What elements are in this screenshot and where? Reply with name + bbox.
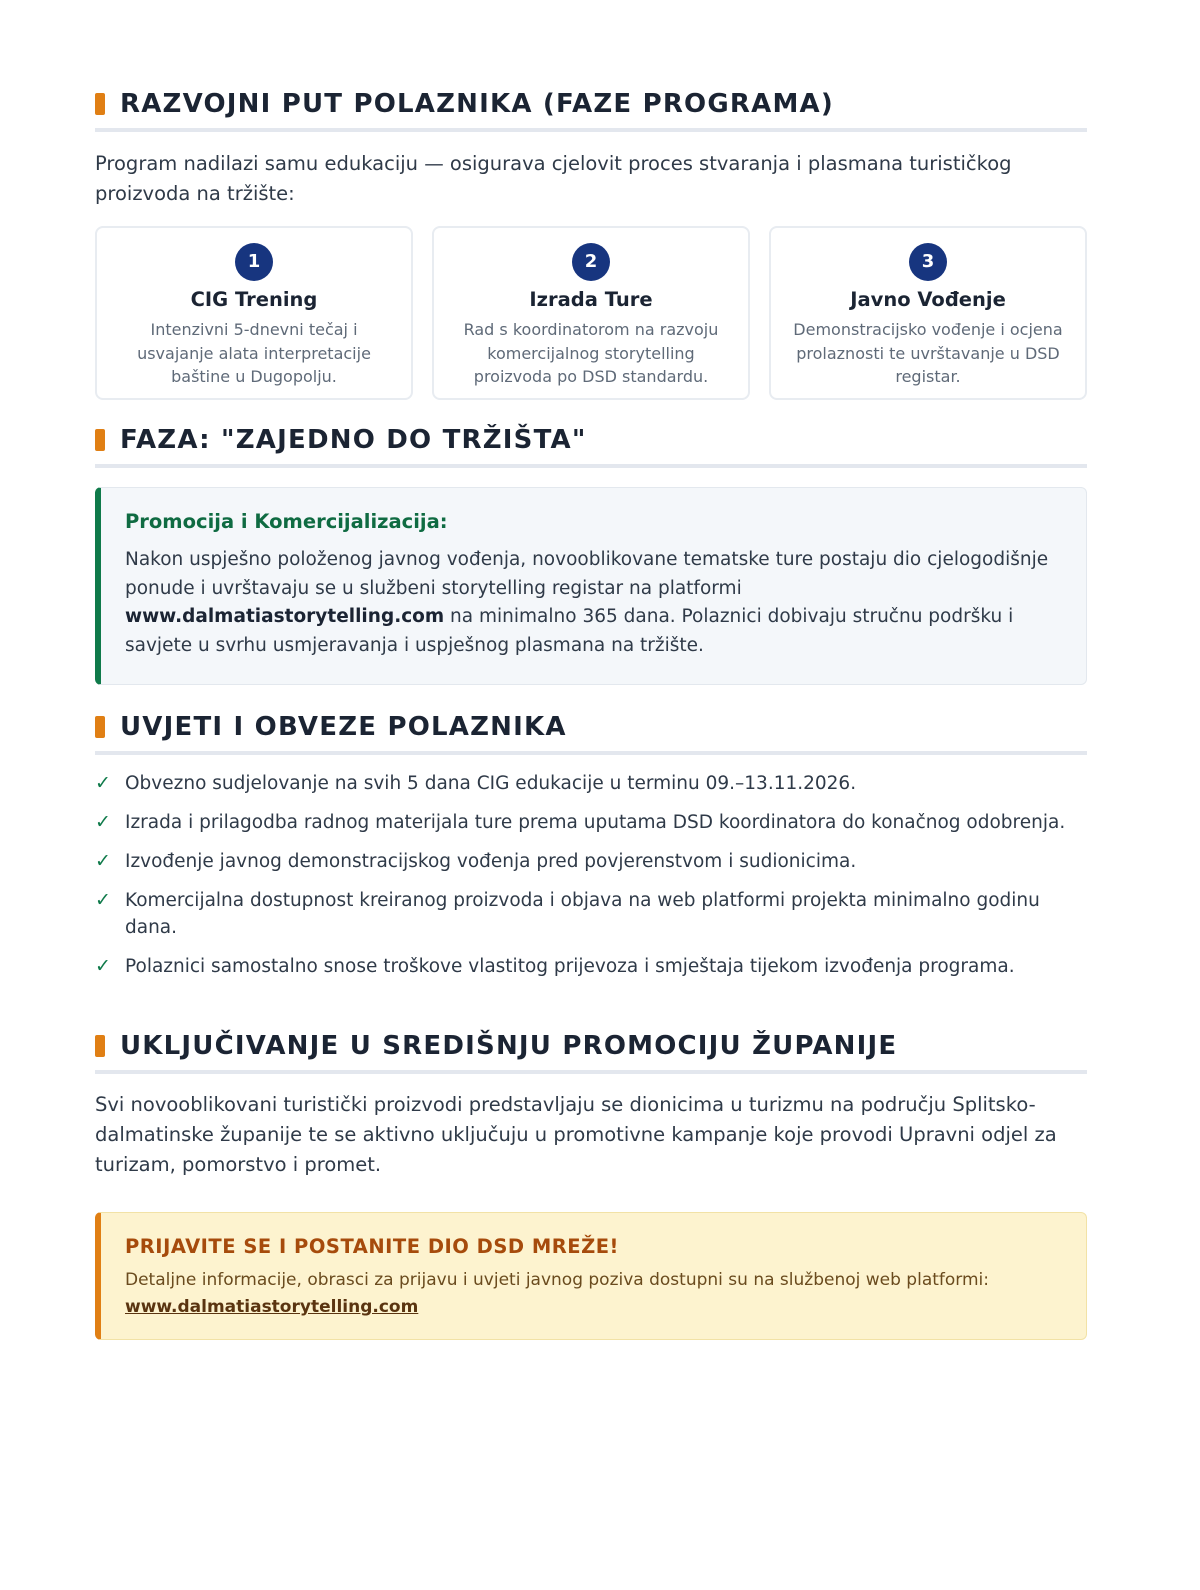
promotion-title: Promocija i Komercijalizacija: [125, 510, 448, 533]
phase-description: Intenzivni 5-dnevni tečaj i usvajanje alata interpretacije baštine u Dugopolju. [137, 320, 371, 386]
list-item [95, 953, 1087, 980]
phase-card [432, 226, 750, 400]
promotion-paragraph: Svi novooblikovani turistički proizvodi predstavljaju se dionicima u turizmu na području Splitsko-dalmatinske županije te se aktivno uključuju u promotivne kampanje koje provodi Upravni odjel za turizam, pomorstvo i promet. [95, 1093, 1057, 1176]
section-heading-promotion [95, 1030, 1087, 1074]
list-item-text: Izvođenje javnog demonstracijskog vođenja pred povjerenstvom i sudionicima. [125, 851, 857, 872]
section-heading-obligations [95, 711, 1087, 755]
platform-link-text: www.dalmatiastorytelling.com [125, 606, 445, 627]
check-icon: ✓ [95, 850, 111, 872]
phase-title: Javno Vođenje [850, 288, 1006, 311]
phase-card [769, 226, 1087, 400]
section-title: FAZA: "ZAJEDNO DO TRŽIŠTA" [120, 425, 587, 455]
call-to-action-box [95, 1212, 1087, 1340]
list-item-text: Komercijalna dostupnost kreiranog proizvoda i objava na web platformi projekta minimalno godinu dana. [125, 890, 1040, 938]
promotion-text [125, 546, 1062, 660]
obligations-list [95, 770, 1087, 992]
phase-title: CIG Trening [190, 288, 318, 311]
promotion-text-end: na minimalno 365 dana. Polaznici dobivaju stručnu podršku i savjete u svrhu usmjeravanja i uspješnog plasmana na tržište. [125, 606, 1014, 656]
list-item [95, 887, 1087, 941]
step-number-badge: 3 [909, 243, 947, 281]
step-number-badge: 1 [235, 243, 273, 281]
section-title: UKLJUČIVANJE U SREDIŠNJU PROMOCIJU ŽUPANIJE [120, 1031, 898, 1061]
section-heading-phases [95, 88, 1087, 132]
section-title: UVJETI I OBVEZE POLAZNIKA [120, 712, 567, 742]
check-icon: ✓ [95, 955, 111, 977]
cta-text-body: Detaljne informacije, obrasci za prijavu i uvjeti javnog poziva dostupni su na službenoj web platformi: [125, 1270, 989, 1290]
phase-description: Demonstracijsko vođenje i ocjena prolaznosti te uvrštavanje u DSD registar. [793, 320, 1063, 386]
check-icon: ✓ [95, 889, 111, 911]
accent-bar [95, 716, 105, 738]
promotion-box [95, 487, 1087, 685]
promotion-text-start: Nakon uspješno položenog javnog vođenja, novooblikovane tematske ture postaju dio cjelogodišnje ponude i uvrštavaju se u službeni storytelling registar na platformi [125, 549, 1049, 599]
section-heading-market [95, 424, 1087, 468]
section-title: RAZVOJNI PUT POLAZNIKA (FAZE PROGRAMA) [120, 89, 834, 119]
phase-cards [95, 226, 1087, 402]
check-icon: ✓ [95, 772, 111, 794]
check-icon: ✓ [95, 811, 111, 833]
phase-title: Izrada Ture [529, 288, 653, 311]
accent-bar [95, 93, 105, 115]
list-item [95, 809, 1087, 836]
list-item-text: Polaznici samostalno snose troškove vlastitog prijevoza i smještaja tijekom izvođenja programa. [125, 956, 1015, 977]
step-number-badge: 2 [572, 243, 610, 281]
accent-bar [95, 429, 105, 451]
phase-card [95, 226, 413, 400]
accent-bar [95, 1035, 105, 1057]
cta-text [125, 1267, 1062, 1321]
platform-link[interactable]: www.dalmatiastorytelling.com [125, 1297, 419, 1317]
intro-paragraph: Program nadilazi samu edukaciju — osigurava cjelovit proces stvaranja i plasmana turističkog proizvoda na tržište: [95, 152, 1012, 205]
list-item [95, 848, 1087, 875]
phase-description: Rad s koordinatorom na razvoju komercijalnog storytelling proizvoda po DSD standardu. [463, 320, 719, 386]
list-item-text: Obvezno sudjelovanje na svih 5 dana CIG edukacije u terminu 09.–13.11.2026. [125, 773, 857, 794]
cta-title: PRIJAVITE SE I POSTANITE DIO DSD MREŽE! [125, 1235, 619, 1258]
list-item-text: Izrada i prilagodba radnog materijala ture prema uputama DSD koordinatora do konačnog odobrenja. [125, 812, 1066, 833]
list-item [95, 770, 1087, 797]
